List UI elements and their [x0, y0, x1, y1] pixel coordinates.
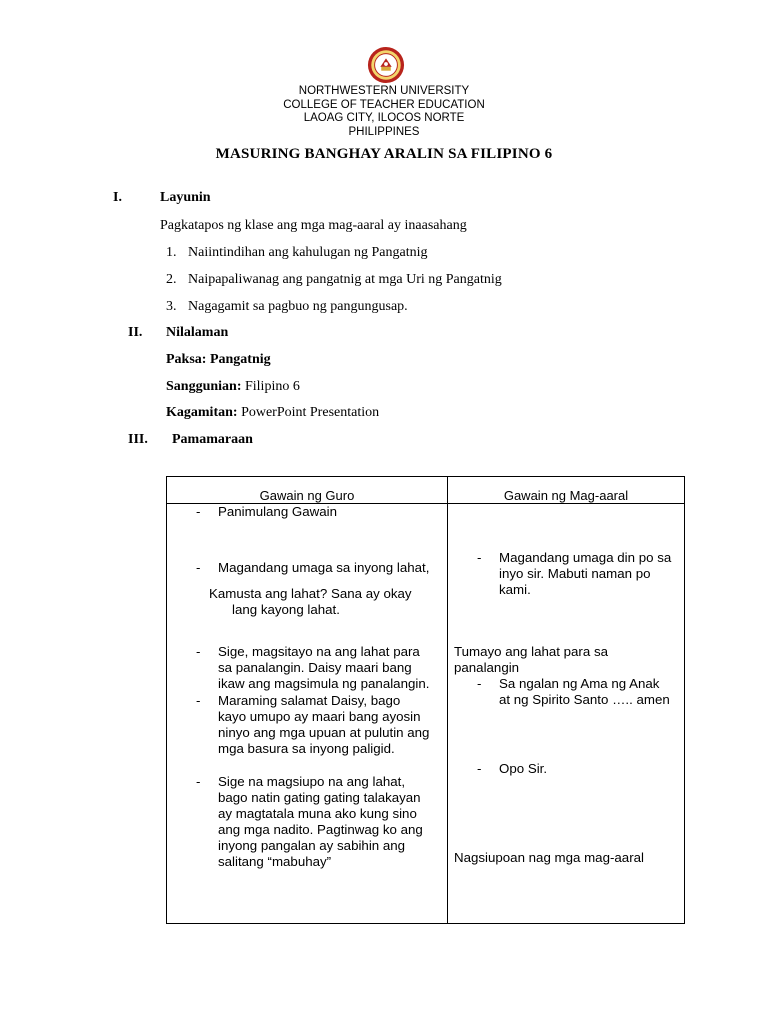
guro-activity: ang mga nadito. Pagtinwag ko ang: [218, 822, 423, 837]
paksa-label: Paksa: Pangatnig: [166, 352, 271, 367]
section-2-number: II.: [128, 325, 143, 340]
bullet-dash: -: [196, 560, 201, 575]
guro-activity: ay magtatala muna ako kung sino: [218, 806, 417, 821]
document-title: MASURING BANGHAY ARALIN SA FILIPINO 6: [215, 146, 553, 162]
guro-activity: Panimulang Gawain: [218, 504, 338, 519]
objective-text: Naipapaliwanag ang pangatnig at mga Uri ng Pangatnig: [188, 272, 502, 287]
guro-activity: Maraming salamat Daisy, bago: [218, 693, 401, 708]
magaaral-response: Tumayo ang lahat para sa: [454, 644, 608, 659]
guro-activity: bago natin gating gating talakayan: [218, 790, 421, 805]
sanggunian-row: [166, 379, 300, 395]
magaaral-response: Sa ngalan ng Ama ng Anak: [499, 676, 660, 691]
objective-text: Naiintindihan ang kahulugan ng Pangatnig: [188, 245, 428, 260]
header-line-city: LAOAG CITY, ILOCOS NORTE: [303, 112, 465, 124]
section-1-number: I.: [113, 190, 122, 205]
guro-activity: inyong pangalan ay sabihin ang: [218, 838, 406, 853]
magaaral-response: Magandang umaga din po sa: [499, 550, 672, 565]
university-header: [0, 85, 768, 139]
guro-activity: Sige na magsiupo na ang lahat,: [218, 774, 406, 789]
objective-number: 2.: [166, 272, 177, 287]
procedure-table: [166, 476, 685, 924]
guro-activity: sa panalangin. Daisy maari bang: [218, 660, 412, 675]
column-header-guro: Gawain ng Guro: [167, 477, 448, 504]
sanggunian-label: Sanggunian:: [166, 379, 242, 394]
header-line-college: COLLEGE OF TEACHER EDUCATION: [283, 98, 485, 111]
column-header-magaaral: Gawain ng Mag-aaral: [448, 477, 685, 504]
objective-number: 1.: [166, 245, 177, 260]
header-line-country: PHILIPPINES: [348, 125, 420, 138]
bullet-dash: -: [196, 644, 201, 659]
guro-activity: Sige, magsitayo na ang lahat para: [218, 644, 420, 659]
bullet-dash: -: [196, 774, 201, 789]
kagamitan-value: PowerPoint Presentation: [241, 405, 380, 420]
magaaral-response: Nagsiupoan nag mga mag-aaral: [454, 850, 644, 865]
section-3-number: III.: [128, 432, 148, 447]
guro-activity: Magandang umaga sa inyong lahat,: [218, 560, 430, 575]
objective-text: Nagagamit sa pagbuo ng pangungusap.: [188, 299, 408, 314]
section-3-title: Pamamaraan: [172, 432, 253, 447]
guro-cell: [167, 504, 448, 924]
university-seal-icon: [367, 46, 405, 84]
bullet-dash: -: [477, 676, 482, 691]
magaaral-response: kami.: [499, 582, 531, 597]
bullet-dash: -: [477, 761, 482, 776]
magaaral-cell: [448, 504, 685, 924]
bullet-dash: -: [477, 550, 482, 565]
guro-activity: ninyo ang mga upuan at pulutin ang: [218, 725, 430, 740]
guro-activity: lang kayong lahat.: [232, 602, 340, 617]
guro-activity: kayo umupo ay maari bang ayosin: [218, 709, 421, 724]
magaaral-response: at ng Spirito Santo ….. amen: [499, 692, 670, 707]
bullet-dash: -: [196, 504, 201, 519]
bullet-dash: -: [196, 693, 201, 708]
header-line-university: NORTHWESTERN UNIVERSITY: [298, 85, 470, 97]
objective-number: 3.: [166, 299, 177, 314]
magaaral-response: Opo Sir.: [499, 761, 548, 776]
kagamitan-label: Kagamitan:: [166, 405, 238, 420]
guro-activity: mga basura sa inyong paligid.: [218, 741, 395, 756]
magaaral-response: inyo sir. Mabuti naman po: [499, 566, 651, 581]
section-1-intro: Pagkatapos ng klase ang mga mag-aaral ay inaasahang: [160, 218, 467, 233]
guro-activity: salitang “mabuhay”: [218, 854, 332, 869]
magaaral-response: panalangin: [454, 660, 520, 675]
kagamitan-row: [166, 405, 379, 421]
sanggunian-value: Filipino 6: [244, 379, 300, 394]
section-1-title: Layunin: [160, 190, 211, 205]
section-2-title: Nilalaman: [166, 325, 229, 340]
guro-activity: Kamusta ang lahat? Sana ay okay: [209, 586, 412, 601]
guro-activity: ikaw ang magsimula ng panalangin.: [218, 676, 430, 691]
